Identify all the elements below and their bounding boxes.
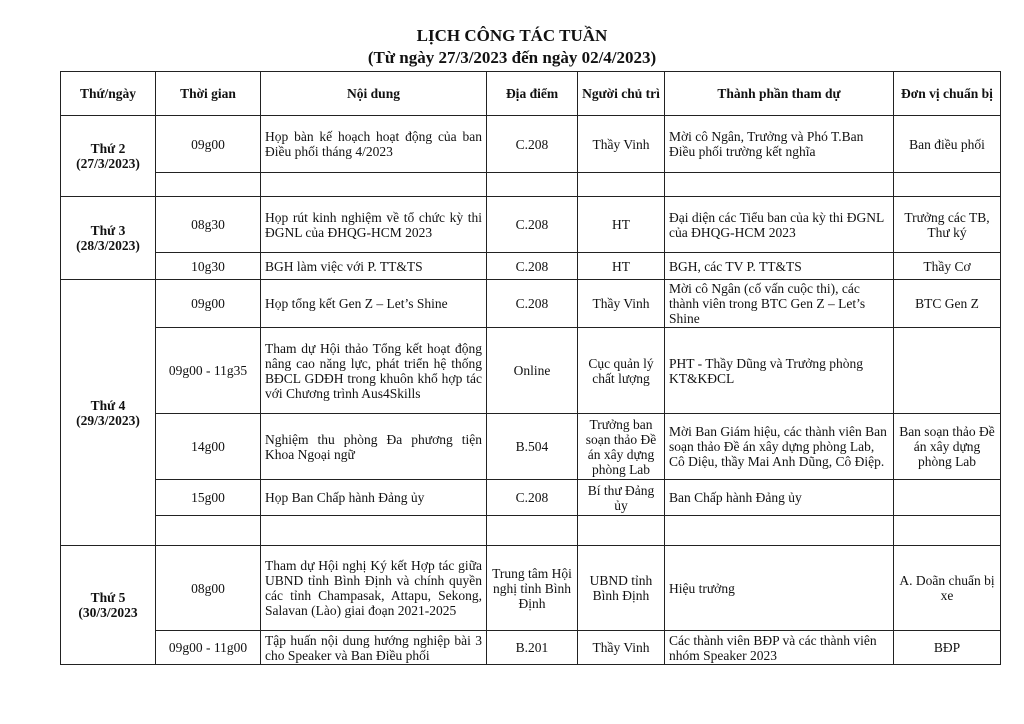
- host-cell: Trưởng ban soạn thảo Đề án xây dựng phòng Lab: [578, 414, 665, 480]
- attendees-cell: PHT - Thầy Dũng và Trưởng phòng KT&KĐCL: [665, 328, 894, 414]
- time-cell: 08g00: [156, 546, 261, 631]
- host-cell: HT: [578, 253, 665, 280]
- attendees-cell: Mời cô Ngân (cố vấn cuộc thi), các thành viên trong BTC Gen Z – Let’s Shine: [665, 280, 894, 328]
- attendees-cell: Đại diện các Tiểu ban của kỳ thi ĐGNL của ĐHQG-HCM 2023: [665, 197, 894, 253]
- prep-cell: BTC Gen Z: [894, 280, 1001, 328]
- prep-cell: A. Doãn chuẩn bị xe: [894, 546, 1001, 631]
- day-cell-mon: [61, 116, 156, 197]
- table-row: [61, 253, 1001, 280]
- content-cell: Họp rút kinh nghiệm về tổ chức kỳ thi ĐGNL của ĐHQG-HCM 2023: [261, 197, 487, 253]
- table-row: [61, 116, 1001, 173]
- content-cell: Họp tổng kết Gen Z – Let’s Shine: [261, 280, 487, 328]
- day-cell-wed: [61, 280, 156, 546]
- place-cell: Trung tâm Hội nghị tỉnh Bình Định: [487, 546, 578, 631]
- day-name: Thứ 5: [90, 590, 126, 605]
- day-date: (29/3/2023): [76, 412, 140, 428]
- content-cell: Tập huấn nội dung hướng nghiệp bài 3 cho Speaker và Ban Điều phối: [261, 631, 487, 665]
- host-cell: Thầy Vinh: [578, 116, 665, 173]
- time-cell: 08g30: [156, 197, 261, 253]
- header-time: Thời gian: [156, 72, 261, 116]
- time-cell: 09g00: [156, 116, 261, 173]
- host-cell: HT: [578, 197, 665, 253]
- place-cell: C.208: [487, 116, 578, 173]
- header-attendees: Thành phần tham dự: [665, 72, 894, 116]
- content-cell: Tham dự Hội nghị Ký kết Hợp tác giữa UBND tỉnh Bình Định và chính quyền các tỉnh Champasak, Attapu, Sekong, Salavan (Lào) giai đoạn 2021-2025: [261, 546, 487, 631]
- prep-cell: BĐP: [894, 631, 1001, 665]
- time-cell: 09g00 - 11g35: [156, 328, 261, 414]
- time-cell: 15g00: [156, 480, 261, 516]
- place-cell: C.208: [487, 197, 578, 253]
- header-day: Thứ/ngày: [61, 72, 156, 116]
- table-row: [61, 328, 1001, 414]
- day-date: (28/3/2023): [76, 238, 140, 253]
- day-name: Thứ 2: [90, 141, 126, 156]
- host-cell: Cục quản lý chất lượng: [578, 328, 665, 414]
- prep-cell: [894, 328, 1001, 414]
- place-cell: Online: [487, 328, 578, 414]
- prep-cell: Thầy Cơ: [894, 253, 1001, 280]
- host-cell: Thầy Vinh: [578, 280, 665, 328]
- attendees-cell: Ban Chấp hành Đảng ủy: [665, 480, 894, 516]
- page-subtitle: (Từ ngày 27/3/2023 đến ngày 02/4/2023): [367, 48, 657, 67]
- header-host: Người chủ trì: [578, 72, 665, 116]
- place-cell: B.504: [487, 414, 578, 480]
- content-cell: Nghiệm thu phòng Đa phương tiện Khoa Ngoại ngữ: [261, 414, 487, 480]
- content-cell: Họp bàn kế hoạch hoạt động của ban Điều phối tháng 4/2023: [261, 116, 487, 173]
- prep-cell: Ban soạn thảo Đề án xây dựng phòng Lab: [894, 414, 1001, 480]
- time-cell: 09g00: [156, 280, 261, 328]
- place-cell: C.208: [487, 280, 578, 328]
- page-title: LỊCH CÔNG TÁC TUẦN: [416, 26, 608, 45]
- host-cell: Bí thư Đảng ủy: [578, 480, 665, 516]
- prep-cell: Trưởng các TB, Thư ký: [894, 197, 1001, 253]
- day-name: Thứ 3: [90, 223, 126, 238]
- attendees-cell: Mời Ban Giám hiệu, các thành viên Ban soạn thảo Đề án xây dựng phòng Lab, Cô Diệu, thầy Mai Anh Dũng, Cô Điệp.: [665, 414, 894, 480]
- header-content: Nội dung: [261, 72, 487, 116]
- time-cell: 09g00 - 11g00: [156, 631, 261, 665]
- table-row: [61, 414, 1001, 480]
- table-row: [61, 197, 1001, 253]
- time-cell: 14g00: [156, 414, 261, 480]
- day-date: (30/3/2023: [78, 605, 138, 620]
- header-row: [61, 72, 1001, 116]
- day-name: Thứ 4: [90, 397, 126, 413]
- prep-cell: Ban điều phối: [894, 116, 1001, 173]
- content-cell: BGH làm việc với P. TT&TS: [261, 253, 487, 280]
- attendees-cell: Mời cô Ngân, Trưởng và Phó T.Ban Điều phối trường kết nghĩa: [665, 116, 894, 173]
- place-cell: C.208: [487, 253, 578, 280]
- attendees-cell: Hiệu trưởng: [665, 546, 894, 631]
- header-place: Địa điểm: [487, 72, 578, 116]
- host-cell: UBND tỉnh Bình Định: [578, 546, 665, 631]
- schedule-table: [60, 71, 1001, 665]
- time-cell: 10g30: [156, 253, 261, 280]
- host-cell: Thầy Vinh: [578, 631, 665, 665]
- table-row: [61, 480, 1001, 516]
- table-row: [61, 280, 1001, 328]
- content-cell: Tham dự Hội thảo Tổng kết hoạt động nâng cao năng lực, phát triển hệ thống BĐCL GDĐH trong khuôn khổ hợp tác với Chương trình Aus4Skills: [261, 328, 487, 414]
- prep-cell: [894, 480, 1001, 516]
- day-cell-thu: [61, 546, 156, 665]
- table-row: [61, 546, 1001, 631]
- header-prep: Đơn vị chuẩn bị: [894, 72, 1001, 116]
- place-cell: B.201: [487, 631, 578, 665]
- day-date: (27/3/2023): [76, 156, 140, 171]
- table-row-empty: [61, 173, 1001, 197]
- attendees-cell: BGH, các TV P. TT&TS: [665, 253, 894, 280]
- table-row: [61, 631, 1001, 665]
- table-row-empty: [61, 516, 1001, 546]
- place-cell: C.208: [487, 480, 578, 516]
- content-cell: Họp Ban Chấp hành Đảng ủy: [261, 480, 487, 516]
- day-cell-tue: [61, 197, 156, 280]
- attendees-cell: Các thành viên BĐP và các thành viên nhóm Speaker 2023: [665, 631, 894, 665]
